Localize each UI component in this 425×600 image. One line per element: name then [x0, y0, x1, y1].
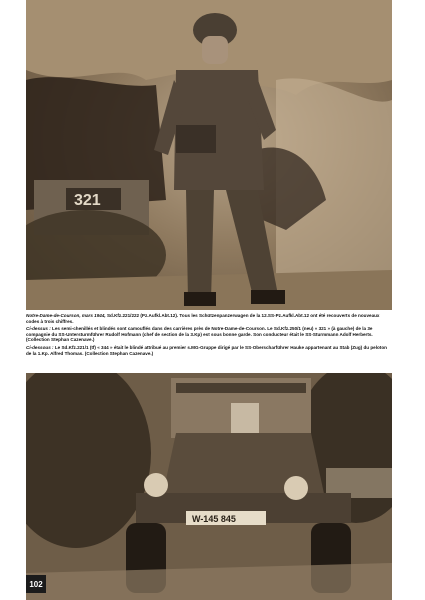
caption-lead: Ci-dessous : [26, 344, 54, 350]
caption-block [26, 313, 392, 358]
caption-text: Le Sd.Kfz.221/1 (tf) « 344 » était le blindé attribué au premier s.MG-Gruppe dirigé par le SS-Oberscharführer Hauke appartenant au Stab (Zug) du peloton de la 1.Kp. Alfred Thomas. (Collection Stephan Cazenave.) [26, 344, 387, 356]
caption-lead: Ci-dessus : [26, 326, 51, 332]
page-number: 102 [26, 575, 46, 593]
caption-below [26, 345, 392, 356]
photo-armored-car-illustration [26, 373, 392, 600]
photo-soldier-halftrack [26, 0, 392, 310]
caption-top-photo [26, 313, 392, 324]
photo-armored-car [26, 373, 392, 600]
caption-text: Les semi-chenillés et blindés sont camouflés dans des carrières près de Notre-Dame-de-Courson. Le Sd.Kfz.250/1 (neu) « 321 » (à gauche) de la 3e compagnie du SS-Untersturmführer Rudolf Hofmann (chef de section de la 3.Kp) est sous bonne garde. Son conducteur était le SS-Sturmmann Adolf Herberts. (Collection Stephan Cazenave.) [26, 326, 373, 343]
caption-lead: Notre-Dame-de-Courson, mars 1944, [26, 313, 106, 318]
caption-text: Sd.Kfz.221/222 (Pz.Aufkl.Abt.12). Tous les Schützenpanzerwagen de la 12.SS-Pz.Aufkl.Abt.12 ont été recouverts de nouveaux codes à trois chiffres. [26, 313, 380, 324]
halftrack-code: 321 [74, 192, 101, 209]
caption-above [26, 326, 392, 343]
photo-soldier-illustration [26, 0, 392, 310]
armored-car-plate: W-145 845 [192, 514, 236, 524]
